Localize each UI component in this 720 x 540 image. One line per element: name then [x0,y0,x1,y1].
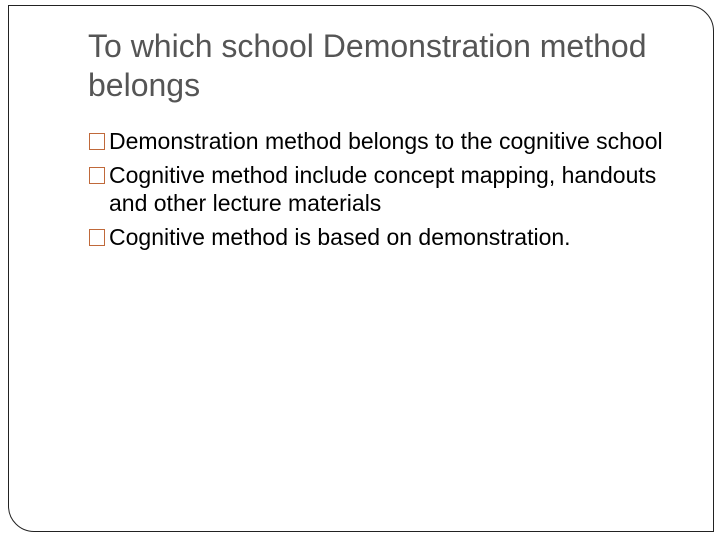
bullet-item [89,127,689,155]
bullet-text: Demonstration method belongs to the cognitive school [109,128,663,154]
bullet-text: Cognitive method include concept mapping, handouts and other lecture materials [109,162,657,216]
bullet-list [89,127,689,257]
bullet-text: Cognitive method is based on demonstration. [109,224,571,250]
square-bullet-icon [89,133,105,150]
bullet-item [89,223,689,251]
slide-frame [8,5,714,532]
square-bullet-icon [89,229,105,246]
bullet-item [89,161,689,217]
slide-title: To which school Demonstration method belongs [88,28,647,103]
square-bullet-icon [89,167,105,184]
